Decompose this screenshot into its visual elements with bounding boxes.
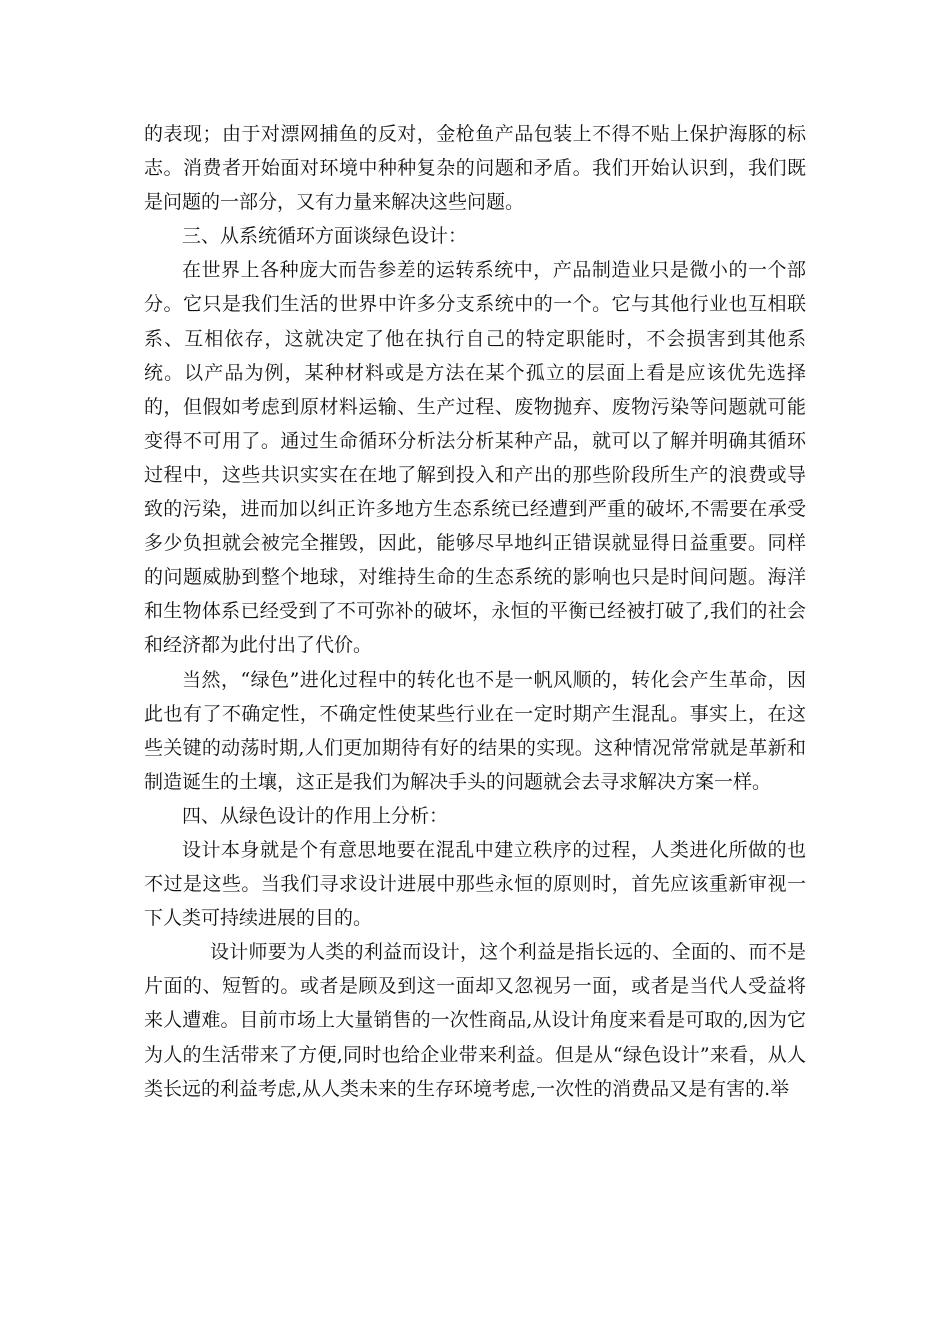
- paragraph-design-order: 设计本身就是个有意思地要在混乱中建立秩序的过程，人类进化所做的也不过是这些。当我们寻求设计进展中那些永恒的原则时，首先应该重新审视一下人类可持续进展的目的。: [144, 838, 806, 930]
- paragraph-designer-interest: 设计师要为人类的利益而设计，这个利益是指长远的、全面的、而不是片面的、短暂的。或者是顾及到这一面却又忽视另一面，或者是当代人受益将来人遭难。目前市场上大量销售的一次性商品,从设计角度来看是可取的,因为它为人的生活带来了方便,同时也给企业带来利益。但是从“绿色设计”来看，从人类长远的利益考虑,从人类未来的生存环境考虑,一次性的消费品又是有害的.举: [144, 941, 806, 1100]
- paragraph-continuation: 的表现；由于对漂网捕鱼的反对，金枪鱼产品包装上不得不贴上保护海豚的标志。消费者开始面对环境中种种复杂的问题和矛盾。我们开始认识到，我们既是问题的一部分，又有力量来解决这些问题。: [144, 123, 806, 214]
- paragraph-green-evolution: 当然，“绿色”进化过程中的转化也不是一帆风顺的，转化会产生革命，因此也有了不确定性，不确定性使某些行业在一定时期产生混乱。事实上，在这些关键的动荡时期,人们更加期待有好的结果的实现。这种情况常常就是革新和制造诞生的土壤，这正是我们为解决手头的问题就会去寻求解决方案一样。: [144, 668, 806, 793]
- document-body: [144, 117, 806, 1106]
- section-heading-3: 三、从系统循环方面谈绿色设计：: [182, 225, 468, 248]
- paragraph-system-cycle: 在世界上各种庞大而告参差的运转系统中，产品制造业只是微小的一个部分。它只是我们生活的世界中许多分支系统中的一个。它与其他行业也互相联系、互相依存，这就决定了他在执行自己的特定职能时，不会损害到其他系统。以产品为例，某种材料或是方法在某个孤立的层面上看是应该优先选择的，但假如考虑到原材料运输、生产过程、废物抛弃、废物污染等问题就可能变得不可用了。通过生命循环分析法分析某种产品，就可以了解并明确其循环过程中，这些共识实实在在地了解到投入和产出的那些阶段所生产的浪费或导致的污染，进而加以纠正许多地方生态系统已经遭到严重的破坏,不需要在承受多少负担就会被完全摧毁，因此，能够尽早地纠正错误就显得日益重要。同样的问题威胁到整个地球，对维持生命的生态系统的影响也只是时间问题。海洋和生物体系已经受到了不可弥补的破坏，永恒的平衡已经被打破了,我们的社会和经济都为此付出了代价。: [144, 259, 806, 657]
- section-heading-4: 四、从绿色设计的作用上分析：: [182, 804, 449, 827]
